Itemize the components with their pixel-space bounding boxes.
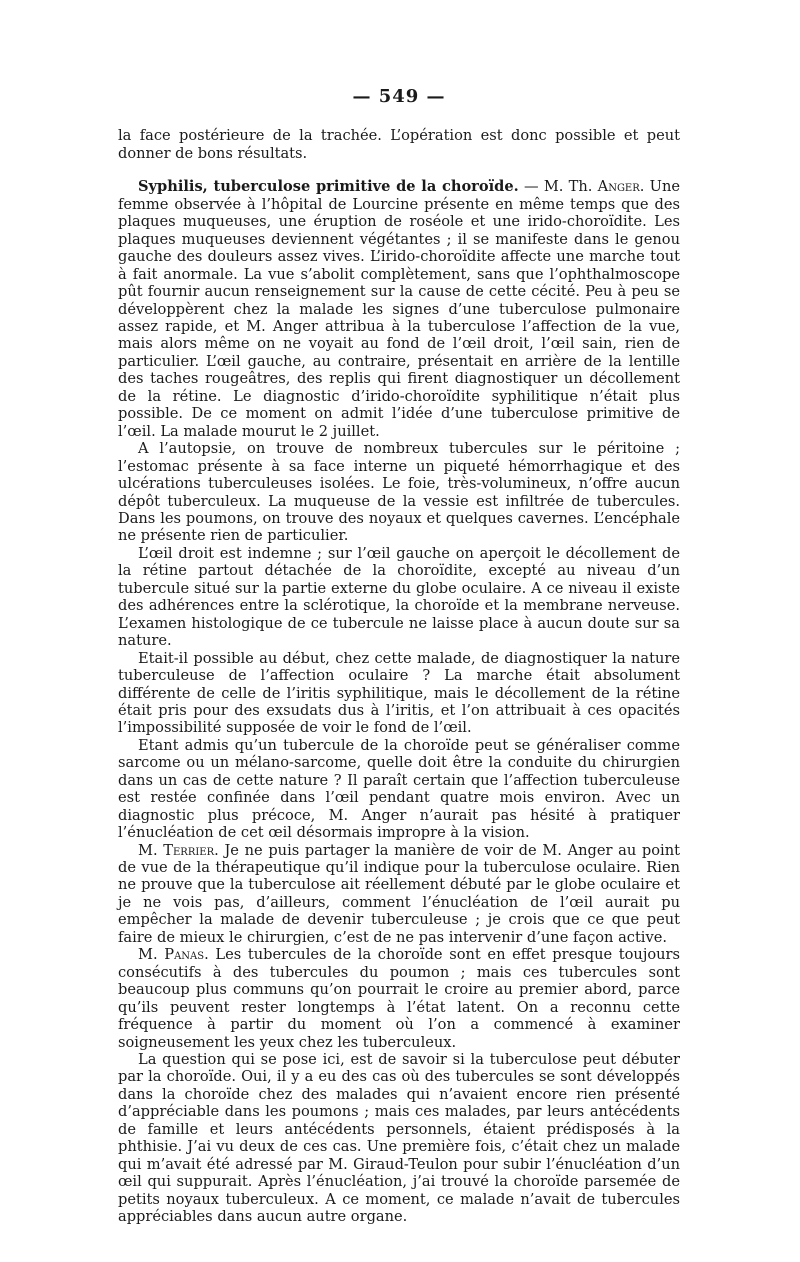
text-run: M. xyxy=(138,841,164,859)
text-run: A l’autopsie, on trouve de nombreux tubercules sur le péritoine ; l’estomac présente à sa face interne un piqueté hémorrhagique et des ulcérations tuberculeuses isolées. Le foie, très-volumineux, n’offre aucun dépôt tuberculeux. La muqueuse de la vessie est infiltrée de tubercules. Dans les poumons, on trouve des noyaux et quelques cavernes. L’encéphale ne présente rien de particulier. xyxy=(118,440,680,545)
section-heading: Syphilis, tuberculose primitive de la choroïde. xyxy=(138,178,519,196)
author-name: Anger xyxy=(597,178,640,196)
text-run: — M. Th. xyxy=(518,178,598,196)
paragraph xyxy=(118,737,680,842)
text-run: M. xyxy=(138,946,165,964)
paragraph xyxy=(118,650,680,737)
book-page xyxy=(118,88,680,1226)
paragraph xyxy=(118,946,680,1051)
author-name: Panas xyxy=(164,946,205,964)
text-run: Etait-il possible au début, chez cette malade, de diagnostiquer la nature tuberculeuse de l’affection oculaire ? La marche était absolument différente de celle de l’iritis syphilitique, mais le décollement de la rétine était pris pour des exsudats dus à l’iritis, et l’on attribuait à ces opacités l’impossibilité supposée de voir le fond de l’œil. xyxy=(118,649,680,737)
paragraph xyxy=(118,440,680,545)
paragraph xyxy=(118,127,680,162)
text-run: . Je ne puis partager la manière de voir de M. Anger au point de vue de la thérapeutique qu’il indique pour la tuberculose oculaire. Rien ne prouve que la tuberculose ait réellement débuté par le globe oculaire et je ne vois pas, d’ailleurs, comment l’énucléation de l’œil aurait pu empêcher la malade de devenir tuberculeuse ; je crois que ce que peut faire de mieux le chirurgien, c’est de ne pas intervenir d’une façon active. xyxy=(118,841,680,946)
author-name: Terrier xyxy=(163,841,215,859)
text-run: Etant admis qu’un tubercule de la choroïde peut se généraliser comme sarcome ou un mélano-sarcome, quelle doit être la conduite du chirurgien dans un cas de cette nature ? Il paraît certain que l’affection tuberculeuse est restée confinée dans l’œil pendant quatre mois environ. Avec un diagnostic plus précoce, M. Anger n’aurait pas hésité à pratiquer l’énucléation de cet œil désormais impropre à la vision. xyxy=(118,736,680,842)
text-run: La question qui se pose ici, est de savoir si la tuberculose peut débuter par la choroïde. Oui, il y a eu des cas où des tubercules se sont développés dans la choroïde chez des malades qui n’avaient encore rien présenté d’appréciable dans les poumons ; mais ces malades, par leurs antécédents de famille et leurs antécédents personnels, étaient prédisposés à la phthisie. J’ai vu deux de ces cas. Une première fois, c’était chez un malade qui m’avait été adressé par M. Giraud-Teulon pour subir l’énucléation d’un œil qui suppurait. Après l’énucléation, j’ai trouvé la choroïde parsemée de petits noyaux tuberculeux. A ce moment, ce malade n’avait de tubercules appréciables dans aucun autre organe. xyxy=(118,1051,680,1226)
text-run: L’œil droit est indemne ; sur l’œil gauche on aperçoit le décollement de la rétine partout détachée de la choroïdite, excepté au niveau d’un tubercule situé sur la partie externe du globe oculaire. A ce niveau il existe des adhérences entre la sclérotique, la choroïde et la membrane nerveuse. L’examen histologique de ce tubercule ne laisse place à aucun doute sur sa nature. xyxy=(118,544,680,650)
text-run: . Les tubercules de la choroïde sont en effet presque toujours consécutifs à des tubercules du poumon ; mais ces tubercules sont beaucoup plus communs qu’on pourrait le croire au premier abord, parce qu’ils peuvent rester longtemps à l’état latent. On a reconnu cette fréquence à partir du moment où l’on a commencé à examiner soigneusement les yeux chez les tuberculeux. xyxy=(118,946,680,1051)
text-run: la face postérieure de la trachée. L’opération est donc possible et peut donner de bons résultats. xyxy=(118,127,680,162)
paragraph xyxy=(118,178,680,440)
paragraph xyxy=(118,545,680,650)
text-run: . Une femme observée à l’hôpital de Lourcine présente en même temps que des plaques muqueuses, une éruption de roséole et une irido-choroïdite. Les plaques muqueuses deviennent végétantes ; il se manifeste dans le genou gauche des douleurs assez vives. L’irido-choroïdite affecte une marche tout à fait anormale. La vue s’abolit complètement, sans que l’ophthalmoscope pût fournir aucun renseignement sur la cause de cette cécité. Peu à peu se développèrent chez la malade les signes d’une tuberculose pulmonaire assez rapide, et M. Anger attribua à la tuberculose l’affection de la vue, mais alors même on ne voyait au fond de l’œil droit, l’œil sain, rien de particulier. L’œil gauche, au contraire, présentait en arrière de la lentille des taches rougeâtres, des replis qui firent diagnostiquer un décollement de la rétine. Le diagnostic d’irido-choroïdite syphilitique n’était plus possible. De ce moment on admit l’idée d’une tuberculose primitive de l’œil. La malade mourut le 2 juillet. xyxy=(118,178,680,440)
page-number: — 549 — xyxy=(352,86,446,107)
paragraph xyxy=(118,1051,680,1226)
paragraph xyxy=(118,842,680,947)
body-text xyxy=(118,127,680,1225)
